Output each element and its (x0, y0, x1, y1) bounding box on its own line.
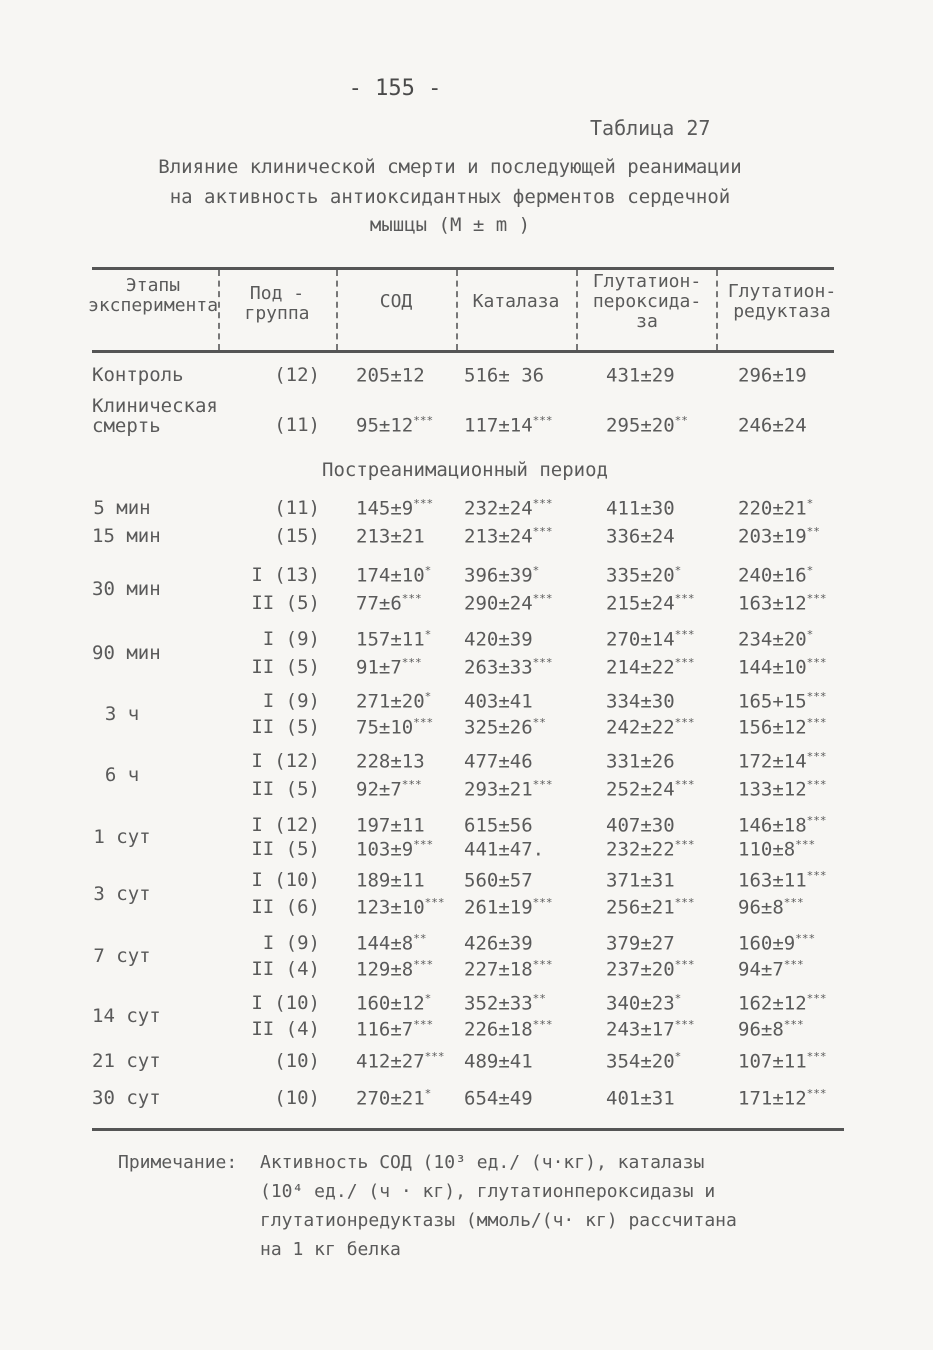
subgroup-cell: I (13) (251, 564, 320, 586)
catalase-cell-value: 516± 36 (464, 364, 545, 387)
sod-cell (356, 932, 426, 954)
subgroup-cell: (11) (274, 414, 320, 436)
gpx-cell-value: 379±27 (606, 932, 675, 955)
gr-cell (738, 592, 827, 614)
catalase-cell (464, 778, 553, 800)
gpx-cell (606, 1018, 695, 1040)
gr-cell-value: 172±14 (738, 750, 807, 773)
subgroup-cell: II (6) (251, 896, 320, 918)
note-line: Активность СОД (10³ ед./ (ч·кг), каталазы (260, 1152, 705, 1173)
gr-cell (738, 778, 827, 800)
subgroup-cell: I (9) (262, 628, 320, 650)
stage-cell: 14 сут (92, 1005, 161, 1027)
sod-cell (356, 525, 425, 547)
note-label: Примечание: (118, 1152, 238, 1173)
catalase-cell-value: 477±46 (464, 750, 533, 773)
catalase-cell-value: 396±39 (464, 564, 533, 587)
gr-cell (738, 1050, 827, 1072)
gpx-cell (606, 896, 695, 918)
gpx-cell-value: 270±14 (606, 628, 675, 651)
sod-cell-value: 213±21 (356, 525, 425, 548)
significance-marker: *** (806, 716, 827, 729)
catalase-cell (464, 1087, 533, 1109)
sod-cell (356, 896, 445, 918)
gpx-cell (606, 1087, 675, 1109)
gpx-cell (606, 690, 675, 712)
page-number: - 155 - (348, 76, 442, 101)
significance-marker: *** (806, 690, 827, 703)
catalase-cell (464, 869, 533, 891)
catalase-cell (464, 525, 553, 547)
subgroup-cell: (12) (274, 364, 320, 386)
significance-marker: *** (783, 958, 804, 971)
sod-cell-value: 91±7 (356, 656, 402, 679)
catalase-cell (464, 414, 553, 436)
table-bottom-rule (92, 1128, 844, 1131)
sod-cell-value: 123±10 (356, 896, 425, 919)
gr-cell-value: 203±19 (738, 525, 807, 548)
sod-cell-value: 103±9 (356, 838, 414, 861)
sod-cell (356, 838, 433, 860)
gr-cell-value: 96±8 (738, 1018, 784, 1041)
significance-marker: ** (413, 932, 427, 945)
gpx-cell (606, 778, 695, 800)
sod-cell (356, 690, 431, 712)
gpx-cell-value: 232±22 (606, 838, 675, 861)
gpx-cell-value: 243±17 (606, 1018, 675, 1041)
subgroup-cell: I (9) (262, 690, 320, 712)
significance-marker: *** (783, 896, 804, 909)
gpx-cell-value: 401±31 (606, 1087, 675, 1110)
significance-marker: *** (806, 592, 827, 605)
subgroup-cell: I (9) (262, 932, 320, 954)
stage-cell: 5 мин (93, 497, 151, 519)
section-label: Постреанимационный период (322, 459, 608, 481)
catalase-cell-value: 420±39 (464, 628, 533, 651)
subgroup-cell: I (12) (251, 750, 320, 772)
significance-marker: *** (674, 592, 695, 605)
significance-marker: * (532, 564, 540, 577)
significance-marker: *** (783, 1018, 804, 1031)
significance-marker: *** (424, 1050, 445, 1063)
note-line: глутатионредуктазы (ммоль/(ч· кг) рассчитана (260, 1210, 737, 1231)
gr-cell-value: 144±10 (738, 656, 807, 679)
significance-marker: *** (674, 656, 695, 669)
significance-marker: *** (413, 958, 434, 971)
gr-cell-value: 171±12 (738, 1087, 807, 1110)
gr-cell-value: 110±8 (738, 838, 796, 861)
stage-cell: 6 ч (104, 764, 140, 786)
sod-cell-value: 144±8 (356, 932, 414, 955)
sod-cell (356, 497, 433, 519)
gr-cell-value: 94±7 (738, 958, 784, 981)
catalase-cell-value: 441±47. (464, 838, 545, 861)
table-title-line-3: мышцы (M ± m ) (369, 214, 531, 236)
gpx-cell-value: 431±29 (606, 364, 675, 387)
gr-cell-value: 107±11 (738, 1050, 807, 1073)
sod-cell-value: 205±12 (356, 364, 425, 387)
subgroup-cell: I (10) (251, 992, 320, 1014)
sod-cell-value: 145±9 (356, 497, 414, 520)
significance-marker: * (806, 497, 814, 510)
significance-marker: *** (532, 778, 553, 791)
gr-cell-value: 220±21 (738, 497, 807, 520)
gpx-cell (606, 414, 688, 436)
sod-cell (356, 592, 422, 614)
gr-cell (738, 564, 813, 586)
catalase-cell (464, 564, 539, 586)
catalase-cell (464, 592, 553, 614)
gr-cell-value: 133±12 (738, 778, 807, 801)
gpx-cell (606, 992, 681, 1014)
catalase-cell (464, 497, 553, 519)
sod-cell-value: 95±12 (356, 414, 414, 437)
header-sod: СОД (379, 291, 413, 312)
stage-cell: 3 ч (104, 703, 140, 725)
sod-cell (356, 716, 433, 738)
subgroup-cell: II (4) (251, 1018, 320, 1040)
gpx-cell-value: 256±21 (606, 896, 675, 919)
gr-cell (738, 690, 827, 712)
significance-marker: *** (532, 656, 553, 669)
catalase-cell (464, 814, 533, 836)
gpx-cell (606, 628, 695, 650)
gr-cell-value: 234±20 (738, 628, 807, 651)
significance-marker: *** (674, 778, 695, 791)
catalase-cell (464, 656, 553, 678)
stage-cell: 15 мин (92, 525, 161, 547)
significance-marker: *** (674, 1018, 695, 1031)
gr-cell (738, 896, 804, 918)
gpx-cell (606, 364, 675, 386)
significance-marker: *** (532, 414, 553, 427)
catalase-cell (464, 628, 533, 650)
gr-cell (738, 1018, 804, 1040)
sod-cell (356, 869, 425, 891)
sod-cell-value: 129±8 (356, 958, 414, 981)
catalase-cell (464, 364, 544, 386)
gpx-cell-value: 252±24 (606, 778, 675, 801)
gpx-cell (606, 869, 675, 891)
sod-cell (356, 992, 431, 1014)
subgroup-cell: II (5) (251, 716, 320, 738)
significance-marker: * (424, 564, 432, 577)
catalase-cell (464, 838, 544, 860)
significance-marker: * (674, 564, 682, 577)
significance-marker: *** (532, 958, 553, 971)
significance-marker: *** (413, 716, 434, 729)
gpx-cell-value: 237±20 (606, 958, 675, 981)
gpx-cell (606, 497, 675, 519)
significance-marker: *** (674, 716, 695, 729)
gr-cell-value: 160±9 (738, 932, 796, 955)
sod-cell (356, 1018, 433, 1040)
significance-marker: *** (532, 497, 553, 510)
significance-marker: ** (674, 414, 688, 427)
catalase-cell-value: 117±14 (464, 414, 533, 437)
sod-cell (356, 364, 425, 386)
sod-cell-value: 116±7 (356, 1018, 414, 1041)
significance-marker: *** (806, 750, 827, 763)
sod-cell-value: 174±10 (356, 564, 425, 587)
catalase-cell (464, 716, 546, 738)
catalase-cell-value: 261±19 (464, 896, 533, 919)
gpx-cell (606, 814, 675, 836)
gpx-cell-value: 336±24 (606, 525, 675, 548)
header-stage: Этапы эксперимента (88, 275, 219, 316)
significance-marker: *** (674, 838, 695, 851)
gr-cell (738, 750, 827, 772)
gpx-cell-value: 354±20 (606, 1050, 675, 1073)
catalase-cell (464, 690, 533, 712)
sod-cell (356, 778, 422, 800)
sod-cell-value: 160±12 (356, 992, 425, 1015)
header-bottom-rule (92, 350, 834, 353)
significance-marker: * (674, 992, 682, 1005)
sod-cell (356, 414, 433, 436)
note-line: на 1 кг белка (260, 1239, 401, 1260)
sod-cell-value: 270±21 (356, 1087, 425, 1110)
catalase-cell-value: 263±33 (464, 656, 533, 679)
gpx-cell-value: 331±26 (606, 750, 675, 773)
gr-cell-value: 246±24 (738, 414, 807, 437)
gr-cell-value: 163±11 (738, 869, 807, 892)
gr-cell-value: 163±12 (738, 592, 807, 615)
sod-cell-value: 271±20 (356, 690, 425, 713)
catalase-cell-value: 403±41 (464, 690, 533, 713)
significance-marker: *** (795, 932, 816, 945)
significance-marker: *** (674, 896, 695, 909)
significance-marker: * (424, 992, 432, 1005)
stage-cell: 7 сут (93, 945, 151, 967)
subgroup-cell: (10) (274, 1050, 320, 1072)
significance-marker: *** (806, 814, 827, 827)
gr-cell (738, 958, 804, 980)
significance-marker: * (806, 628, 814, 641)
stage-cell: 3 сут (93, 882, 151, 905)
note-line: (10⁴ ед./ (ч · кг), глутатионпероксидазы и (260, 1181, 716, 1202)
significance-marker: *** (806, 992, 827, 1005)
sod-cell (356, 750, 425, 772)
significance-marker: *** (674, 958, 695, 971)
catalase-cell-value: 654±49 (464, 1087, 533, 1110)
catalase-cell-value: 325±26 (464, 716, 533, 739)
gr-cell (738, 716, 827, 738)
sod-cell-value: 412±27 (356, 1050, 425, 1073)
stage-cell: 1 сут (93, 826, 151, 848)
gr-cell (738, 869, 827, 891)
gpx-cell-value: 411±30 (606, 497, 675, 520)
subgroup-cell: II (5) (251, 656, 320, 678)
table-top-rule (92, 267, 834, 270)
gpx-cell-value: 371±31 (606, 869, 675, 892)
sod-cell (356, 1050, 445, 1072)
sod-cell-value: 77±6 (356, 592, 402, 615)
table-note (118, 1148, 737, 1264)
header-subgroup: Под - группа (244, 283, 310, 324)
catalase-cell-value: 489±41 (464, 1050, 533, 1073)
catalase-cell (464, 1018, 553, 1040)
gpx-cell-value: 242±22 (606, 716, 675, 739)
catalase-cell (464, 932, 533, 954)
catalase-cell-value: 293±21 (464, 778, 533, 801)
gpx-cell (606, 525, 675, 547)
table-label: Таблица 27 (590, 116, 711, 140)
gr-cell-value: 96±8 (738, 896, 784, 919)
significance-marker: * (424, 1087, 432, 1100)
subgroup-cell: II (5) (251, 838, 320, 860)
significance-marker: ** (806, 525, 820, 538)
gr-cell (738, 1087, 827, 1109)
significance-marker: *** (532, 896, 553, 909)
gpx-cell-value: 215±24 (606, 592, 675, 615)
gr-cell-value: 296±19 (738, 364, 807, 387)
gpx-cell (606, 958, 695, 980)
significance-marker: *** (424, 896, 445, 909)
gpx-cell-value: 214±22 (606, 656, 675, 679)
subgroup-cell: (15) (274, 525, 320, 547)
significance-marker: *** (795, 838, 816, 851)
catalase-cell-value: 213±24 (464, 525, 533, 548)
significance-marker: * (806, 564, 814, 577)
sod-cell-value: 228±13 (356, 750, 425, 773)
catalase-cell-value: 232±24 (464, 497, 533, 520)
significance-marker: *** (401, 656, 422, 669)
catalase-cell-value: 290±24 (464, 592, 533, 615)
gr-cell (738, 525, 820, 547)
gpx-cell-value: 295±20 (606, 414, 675, 437)
stage-cell: 30 сут (92, 1087, 161, 1109)
significance-marker: *** (413, 838, 434, 851)
gr-cell-value: 146±18 (738, 814, 807, 837)
catalase-cell (464, 958, 553, 980)
sod-cell (356, 628, 431, 650)
catalase-cell (464, 896, 553, 918)
catalase-cell-value: 226±18 (464, 1018, 533, 1041)
subgroup-cell: I (12) (251, 814, 320, 836)
significance-marker: ** (532, 992, 546, 1005)
gpx-cell (606, 750, 675, 772)
significance-marker: *** (532, 1018, 553, 1031)
catalase-cell (464, 1050, 533, 1072)
sod-cell-value: 92±7 (356, 778, 402, 801)
significance-marker: * (424, 690, 432, 703)
gr-cell (738, 364, 807, 386)
table-title-line-1: Влияние клинической смерти и последующей реанимации (158, 156, 742, 178)
significance-marker: *** (806, 1087, 827, 1100)
gr-cell (738, 838, 815, 860)
sod-cell (356, 564, 431, 586)
catalase-cell-value: 426±39 (464, 932, 533, 955)
header-gpx: Глутатион- пероксида- за (592, 271, 702, 332)
significance-marker: *** (401, 778, 422, 791)
catalase-cell (464, 750, 533, 772)
significance-marker: *** (532, 592, 553, 605)
subgroup-cell: (11) (274, 497, 320, 519)
gpx-cell-value: 334±30 (606, 690, 675, 713)
stage-cell: Контроль (92, 364, 184, 386)
sod-cell-value: 157±11 (356, 628, 425, 651)
significance-marker: *** (806, 1050, 827, 1063)
stage-cell: 90 мин (92, 642, 161, 664)
sod-cell (356, 958, 433, 980)
significance-marker: *** (806, 778, 827, 791)
significance-marker: ** (532, 716, 546, 729)
gr-cell-value: 162±12 (738, 992, 807, 1015)
significance-marker: *** (806, 869, 827, 882)
subgroup-cell: II (5) (251, 592, 320, 614)
catalase-cell-value: 352±33 (464, 992, 533, 1015)
catalase-cell-value: 615±56 (464, 814, 533, 837)
gr-cell (738, 992, 827, 1014)
sod-cell-value: 197±11 (356, 814, 425, 837)
gr-cell (738, 497, 813, 519)
gpx-cell (606, 564, 681, 586)
sod-cell (356, 1087, 431, 1109)
table-title-line-2: на активность антиоксидантных ферментов сердечной (169, 186, 731, 208)
header-catalase: Каталаза (472, 291, 560, 312)
sod-cell (356, 656, 422, 678)
gpx-cell (606, 838, 695, 860)
subgroup-cell: II (4) (251, 958, 320, 980)
significance-marker: *** (413, 1018, 434, 1031)
catalase-cell (464, 992, 546, 1014)
subgroup-cell: I (10) (251, 869, 320, 891)
significance-marker: * (424, 628, 432, 641)
subgroup-cell: II (5) (251, 778, 320, 800)
significance-marker: *** (413, 497, 434, 510)
gpx-cell (606, 592, 695, 614)
subgroup-cell: (10) (274, 1087, 320, 1109)
gr-cell-value: 165+15 (738, 690, 807, 713)
catalase-cell-value: 227±18 (464, 958, 533, 981)
significance-marker: *** (806, 656, 827, 669)
catalase-cell-value: 560±57 (464, 869, 533, 892)
gr-cell (738, 814, 827, 836)
gpx-cell-value: 335±20 (606, 564, 675, 587)
sod-cell (356, 814, 425, 836)
gr-cell-value: 156±12 (738, 716, 807, 739)
stage-cell: 30 мин (92, 578, 161, 600)
gpx-cell (606, 716, 695, 738)
gpx-cell (606, 1050, 681, 1072)
significance-marker: *** (413, 414, 434, 427)
gpx-cell (606, 656, 695, 678)
sod-cell-value: 189±11 (356, 869, 425, 892)
gpx-cell (606, 932, 675, 954)
gpx-cell-value: 407±30 (606, 814, 675, 837)
gr-cell-value: 240±16 (738, 564, 807, 587)
gr-cell (738, 656, 827, 678)
gr-cell (738, 414, 807, 436)
significance-marker: *** (532, 525, 553, 538)
gr-cell (738, 628, 813, 650)
significance-marker: *** (401, 592, 422, 605)
stage-cell: Клиническая смерть (92, 395, 218, 437)
header-gr: Глутатион- редуктаза (727, 281, 837, 322)
gr-cell (738, 932, 815, 954)
gpx-cell-value: 340±23 (606, 992, 675, 1015)
stage-cell: 21 сут (92, 1050, 161, 1072)
significance-marker: * (674, 1050, 682, 1063)
significance-marker: *** (674, 628, 695, 641)
sod-cell-value: 75±10 (356, 716, 414, 739)
